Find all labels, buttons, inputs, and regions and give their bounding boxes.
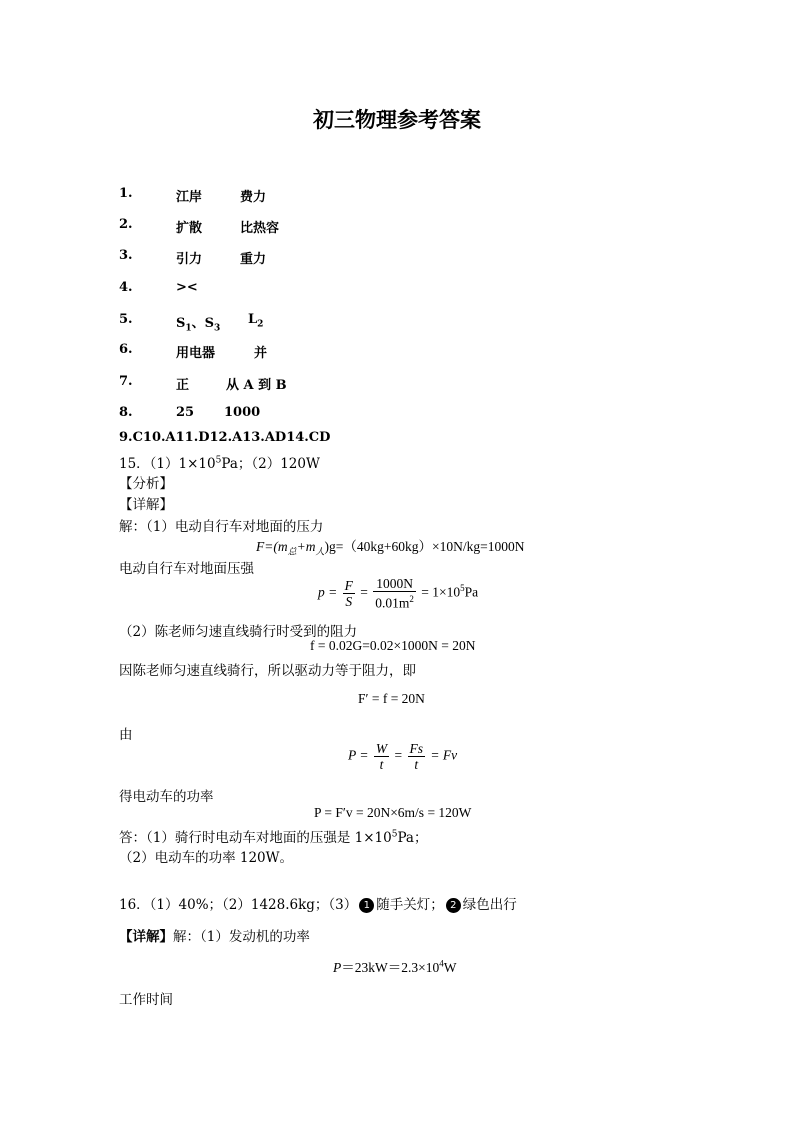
answer-number: 7. (119, 374, 133, 389)
answer-a: >< (176, 280, 198, 295)
answer-a: 正 (176, 378, 190, 393)
answer-number: 2. (119, 217, 133, 232)
circled-number-icon: 1 (359, 898, 374, 913)
answer-number: 1. (119, 186, 133, 201)
answer-number: 4. (119, 280, 133, 295)
answer-b: $L_2$ (248, 312, 264, 330)
q15-power-formula: P = F′v = 20N×6m/s = 120W (314, 805, 472, 820)
q15-friction-formula: f = 0.02G=0.02×1000N = 20N (310, 638, 476, 653)
q15-step3: （2）陈老师匀速直线骑行时受到的阻力 (119, 624, 358, 640)
q15-driving-force-formula: F′ = f = 20N (358, 691, 425, 706)
q16-work-time: 工作时间 (119, 992, 173, 1008)
q15-step2: 电动自行车对地面压强 (119, 561, 254, 577)
answer-a: 25 (176, 405, 195, 420)
q15-answer-2: （2）电动车的功率 120W。 (119, 850, 294, 866)
answer-number: 5. (119, 312, 133, 327)
q15-step1: 解：（1）电动自行车对地面的压力 (119, 519, 324, 535)
circled-number-icon: 2 (446, 898, 461, 913)
answer-b: 比热容 (240, 221, 280, 236)
answer-b: 并 (254, 346, 268, 361)
q15-you: 由 (119, 727, 133, 743)
multiple-choice-answers: 9.C10.A11.D12.A13.AD14.CD (119, 430, 331, 445)
q15-power-definition: P = $\frac{W}{t}$ = $\frac{Fs}{t}$ = Fv (348, 741, 458, 772)
q15-detail-tag: 【详解】 (119, 497, 173, 513)
q15-analysis-tag: 【分析】 (119, 476, 173, 492)
q15-step4: 因陈老师匀速直线骑行，所以驱动力等于阻力，即 (119, 663, 416, 679)
q16-power-formula: $P=23kW=2.3\times 10^4W$ (333, 958, 457, 975)
q16-detail: 【详解】解：（1）发动机的功率 (119, 929, 310, 945)
answer-number: 6. (119, 342, 133, 357)
answer-a: 扩散 (176, 221, 203, 236)
answer-a: 用电器 (176, 346, 216, 361)
page-title: 初三物理参考答案 (313, 107, 481, 132)
q15-pressure-formula: p = $\frac{F}{S}$ = $\frac{1000N}{0.01m^2}$ = $1\times 10^5Pa$ (318, 576, 479, 611)
answer-number: 8. (119, 405, 133, 420)
answer-b: 费力 (240, 190, 267, 205)
answer-a: $S_1$、$S_3$ (176, 316, 221, 334)
answer-b: 1000 (224, 405, 261, 420)
answer-b: 重力 (240, 252, 267, 267)
answer-a: 引力 (176, 252, 203, 267)
answer-number: 3. (119, 248, 133, 263)
answer-b: 从 A 到 B (226, 378, 287, 393)
q15-step5: 得电动车的功率 (119, 789, 214, 805)
q15-answer-1: 答：（1）骑行时电动车对地面的压强是 $1\times 10^5Pa$； (119, 829, 428, 846)
q16-header: 16．（1）40%；（2）1428.6kg；（3） 1 随手关灯； 2 绿色出行 (119, 897, 517, 913)
q15-force-formula: $F=(m_总+m_人)g=(40kg+60kg)\times 10N/kg=1000N$ (256, 539, 525, 557)
answer-a: 江岸 (176, 190, 203, 205)
q15-header: 15．$(1)1\times 10^5Pa$；（2）120W (119, 455, 320, 472)
